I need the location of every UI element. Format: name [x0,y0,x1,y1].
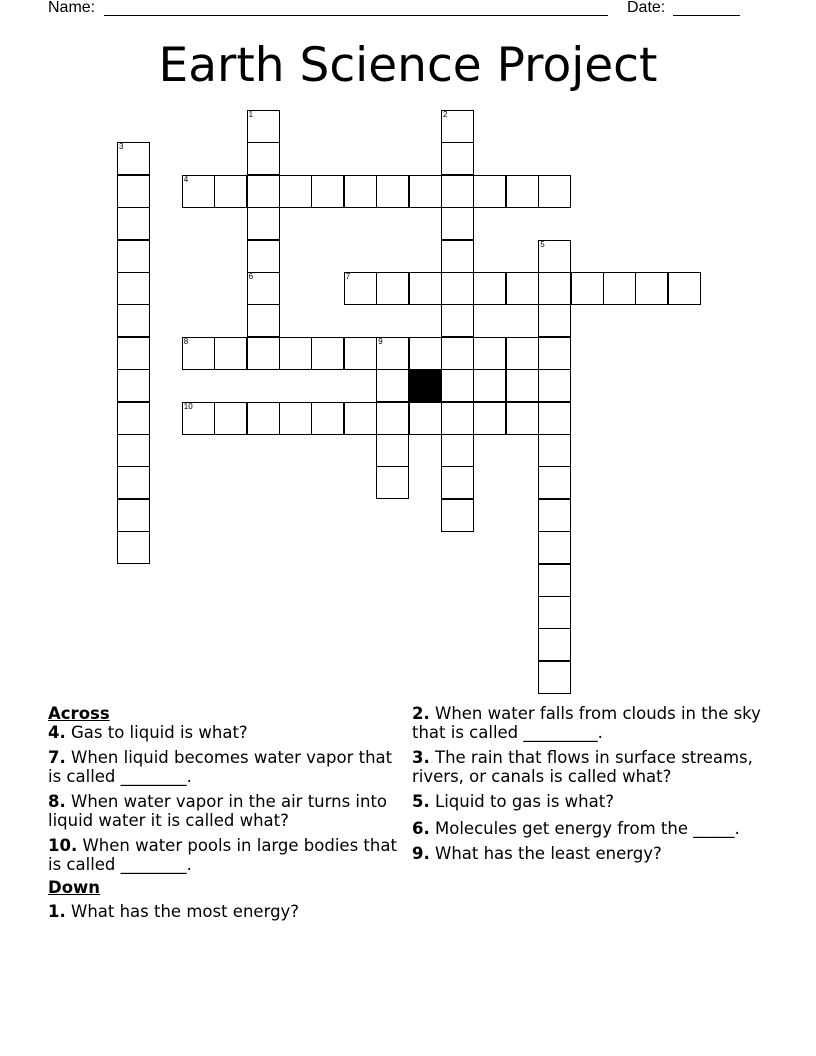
grid-cell[interactable] [376,434,409,467]
grid-cell[interactable] [409,272,442,305]
grid-cell[interactable] [506,337,539,370]
grid-cell[interactable] [344,337,377,370]
grid-cell[interactable] [538,240,571,273]
grid-cell[interactable] [538,661,571,694]
grid-cell[interactable] [247,272,280,305]
grid-cell[interactable] [409,337,442,370]
clue-down-5: 5. Liquid to gas is what? [412,792,614,811]
clue-down-2: 2. When water falls from clouds in the sky that is called _________. [412,704,761,742]
clue-down-6: 6. Molecules get energy from the _____. [412,819,740,838]
grid-cell[interactable] [473,369,506,402]
grid-cell[interactable] [409,175,442,208]
grid-cell[interactable] [668,272,701,305]
clue-across-8: 8. When water vapor in the air turns into liquid water it is called what? [48,792,388,830]
grid-cell[interactable] [376,369,409,402]
grid-cell[interactable] [441,466,474,499]
grid-cell[interactable] [376,175,409,208]
name-label: Name: [48,0,96,16]
grid-cell[interactable] [506,175,539,208]
grid-cell[interactable] [279,337,312,370]
grid-cell[interactable] [311,402,344,435]
grid-cell[interactable] [117,240,150,273]
clue-number: 1 [248,110,254,119]
grid-cell[interactable] [311,337,344,370]
grid-cell[interactable] [117,272,150,305]
grid-cell[interactable] [279,402,312,435]
grid-cell[interactable] [538,175,571,208]
grid-cell[interactable] [506,369,539,402]
clue-number: 7 [345,272,351,281]
grid-cell[interactable] [182,402,215,435]
grid-cell[interactable] [571,272,604,305]
page-title: Earth Science Project [158,38,658,93]
grid-cell[interactable] [376,402,409,435]
grid-cell[interactable] [473,175,506,208]
grid-cell[interactable] [603,272,636,305]
grid-cell[interactable] [473,272,506,305]
grid-cell[interactable] [214,402,247,435]
grid-cell[interactable] [311,175,344,208]
grid-cell[interactable] [538,304,571,337]
grid-cell[interactable] [117,304,150,337]
clues-left-column [48,704,398,927]
grid-cell[interactable] [441,369,474,402]
grid-cell[interactable] [117,337,150,370]
grid-cell[interactable] [376,272,409,305]
grid-cell[interactable] [441,402,474,435]
grid-cell[interactable] [214,337,247,370]
down-heading: Down [48,878,101,897]
clue-across-7: 7. When liquid becomes water vapor that is called ________. [48,748,393,786]
grid-cell[interactable] [182,175,215,208]
grid-cell[interactable] [441,207,474,240]
grid-cell[interactable] [117,207,150,240]
clue-number: 8 [183,336,189,346]
grid-cell[interactable] [538,402,571,435]
grid-cell[interactable] [279,175,312,208]
grid-cell[interactable] [117,434,150,467]
grid-cell[interactable] [506,272,539,305]
grid-cell[interactable] [247,402,280,435]
clue-across-10: 10. When water pools in large bodies that is called ________. [48,836,397,874]
grid-cell[interactable] [376,337,409,370]
grid-cell[interactable] [635,272,668,305]
grid-cell[interactable] [538,272,571,305]
date-label: Date: [627,0,666,16]
grid-cell[interactable] [538,369,571,402]
grid-cell[interactable] [247,142,280,175]
clue-down-9: 9. What has the least energy? [412,844,662,863]
grid-cell[interactable] [441,434,474,467]
grid-cell[interactable] [117,175,150,208]
grid-cell[interactable] [182,337,215,370]
clue-number: 4 [183,174,189,184]
grid-cell[interactable] [247,304,280,337]
grid-cell[interactable] [344,272,377,305]
grid-cell[interactable] [441,499,474,532]
grid-cell[interactable] [247,175,280,208]
grid-cell[interactable] [473,402,506,435]
grid-cell[interactable] [473,337,506,370]
name-line [104,15,608,16]
grid-cell[interactable] [441,272,474,305]
grid-cell[interactable] [247,240,280,273]
grid-cell[interactable] [441,142,474,175]
clue-number: 2 [443,110,448,119]
grid-cell[interactable] [117,499,150,532]
grid-cell[interactable] [538,596,571,629]
clue-number: 3 [119,142,124,152]
grid-cell[interactable] [538,466,571,499]
grid-cell[interactable] [538,531,571,564]
grid-cell[interactable] [117,142,150,175]
grid-cell[interactable] [376,466,409,499]
grid-cell[interactable] [247,110,280,143]
grid-cell[interactable] [441,110,474,143]
clue-number: 10 [183,401,193,411]
grid-cell[interactable] [214,175,247,208]
grid-cell[interactable] [538,499,571,532]
clue-across-4: 4. Gas to liquid is what? [48,723,248,742]
grid-cell[interactable] [441,240,474,273]
grid-cell[interactable] [117,466,150,499]
grid-cell[interactable] [117,369,150,402]
clue-down-3: 3. The rain that flows in surface streams, rivers, or canals is called what? [412,748,753,786]
grid-cell[interactable] [409,402,442,435]
grid-cell[interactable] [247,207,280,240]
grid-block [409,369,442,402]
clue-number: 6 [248,272,254,281]
clue-number: 9 [378,336,383,346]
clue-number: 5 [540,239,545,249]
clues-right-column [412,704,762,869]
grid-cell[interactable] [538,434,571,467]
grid-cell[interactable] [117,531,150,564]
grid-cell[interactable] [344,402,377,435]
date-line [673,15,740,16]
grid-cell[interactable] [117,402,150,435]
grid-cell[interactable] [441,337,474,370]
grid-cell[interactable] [441,175,474,208]
clue-down-1: 1. What has the most energy? [48,902,300,921]
across-heading: Across [48,704,110,723]
grid-cell[interactable] [247,337,280,370]
grid-cell[interactable] [506,402,539,435]
grid-cell[interactable] [344,175,377,208]
grid-cell[interactable] [538,337,571,370]
grid-cell[interactable] [538,628,571,661]
grid-cell[interactable] [538,564,571,597]
grid-cell[interactable] [441,304,474,337]
